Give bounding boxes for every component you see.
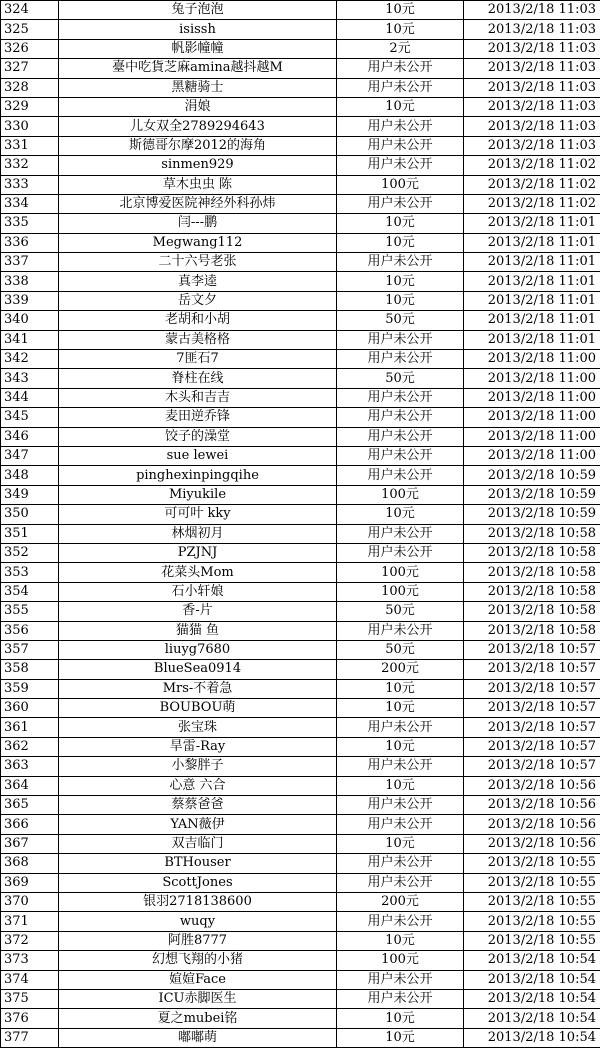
table-body — [1, 1, 600, 1048]
donation-time: 2013/2/18 10:58 — [464, 621, 600, 640]
donation-amount: 用户未公开 — [337, 388, 464, 407]
donor-name: 蔡蔡爸爸 — [59, 796, 337, 815]
row-number: 326 — [1, 39, 59, 58]
donation-amount: 用户未公开 — [337, 156, 464, 175]
row-number: 331 — [1, 136, 59, 155]
donation-time: 2013/2/18 11:01 — [464, 214, 600, 233]
donation-amount: 10元 — [337, 1009, 464, 1028]
row-number: 356 — [1, 621, 59, 640]
row-number: 338 — [1, 272, 59, 291]
donation-time: 2013/2/18 10:58 — [464, 563, 600, 582]
donation-amount: 10元 — [337, 931, 464, 950]
donor-name: 林烟初月 — [59, 524, 337, 543]
donation-amount: 10元 — [337, 214, 464, 233]
donation-amount: 10元 — [337, 834, 464, 853]
donation-time: 2013/2/18 10:58 — [464, 543, 600, 562]
table-row — [1, 20, 600, 39]
donation-amount: 用户未公开 — [337, 970, 464, 989]
donor-name: PZJNJ — [59, 543, 337, 562]
table-row — [1, 854, 600, 873]
row-number: 352 — [1, 543, 59, 562]
table-row — [1, 427, 600, 446]
table-row — [1, 156, 600, 175]
donor-name: 花菜头Mom — [59, 563, 337, 582]
donation-amount: 用户未公开 — [337, 854, 464, 873]
row-number: 336 — [1, 233, 59, 252]
donation-time: 2013/2/18 11:03 — [464, 97, 600, 116]
donation-amount: 10元 — [337, 505, 464, 524]
table-row — [1, 796, 600, 815]
row-number: 361 — [1, 718, 59, 737]
row-number: 371 — [1, 912, 59, 931]
donor-name: 兔子泡泡 — [59, 1, 337, 20]
row-number: 343 — [1, 369, 59, 388]
row-number: 344 — [1, 388, 59, 407]
table-row — [1, 699, 600, 718]
donation-time: 2013/2/18 10:54 — [464, 1028, 600, 1047]
table-row — [1, 621, 600, 640]
donor-name: 心意 六合 — [59, 776, 337, 795]
donation-time: 2013/2/18 11:01 — [464, 233, 600, 252]
donor-name: 小黎胖子 — [59, 757, 337, 776]
donation-time: 2013/2/18 10:59 — [464, 505, 600, 524]
donation-time: 2013/2/18 11:03 — [464, 20, 600, 39]
donor-name: 银羽2718138600 — [59, 892, 337, 911]
row-number: 353 — [1, 563, 59, 582]
donation-amount: 10元 — [337, 776, 464, 795]
row-number: 329 — [1, 97, 59, 116]
donation-amount: 用户未公开 — [337, 59, 464, 78]
table-row — [1, 1028, 600, 1047]
donor-name: 麦田逆乔锋 — [59, 408, 337, 427]
table-row — [1, 97, 600, 116]
donation-time: 2013/2/18 11:00 — [464, 350, 600, 369]
row-number: 350 — [1, 505, 59, 524]
row-number: 354 — [1, 582, 59, 601]
donation-amount: 200元 — [337, 892, 464, 911]
donation-time: 2013/2/18 10:55 — [464, 912, 600, 931]
donation-time: 2013/2/18 11:01 — [464, 311, 600, 330]
donation-amount: 用户未公开 — [337, 524, 464, 543]
table-row — [1, 892, 600, 911]
donor-name: 蒙古美格格 — [59, 330, 337, 349]
donation-amount: 100元 — [337, 951, 464, 970]
donation-time: 2013/2/18 11:02 — [464, 156, 600, 175]
table-row — [1, 272, 600, 291]
donation-time: 2013/2/18 11:00 — [464, 408, 600, 427]
donation-amount: 用户未公开 — [337, 78, 464, 97]
donor-name: 石小轩娘 — [59, 582, 337, 601]
table-row — [1, 291, 600, 310]
donation-time: 2013/2/18 11:00 — [464, 427, 600, 446]
donation-time: 2013/2/18 10:57 — [464, 660, 600, 679]
donor-name: 猫猫 鱼 — [59, 621, 337, 640]
donation-amount: 用户未公开 — [337, 253, 464, 272]
row-number: 355 — [1, 602, 59, 621]
donation-time: 2013/2/18 10:57 — [464, 718, 600, 737]
donor-name: 饺子的澡堂 — [59, 427, 337, 446]
donation-time: 2013/2/18 11:01 — [464, 330, 600, 349]
donation-amount: 10元 — [337, 233, 464, 252]
donation-amount: 10元 — [337, 1028, 464, 1047]
table-row — [1, 446, 600, 465]
donation-amount: 用户未公开 — [337, 427, 464, 446]
donation-amount: 200元 — [337, 660, 464, 679]
table-row — [1, 311, 600, 330]
table-row — [1, 1, 600, 20]
donor-name: BlueSea0914 — [59, 660, 337, 679]
table-row — [1, 834, 600, 853]
row-number: 335 — [1, 214, 59, 233]
donor-name: 木头和吉吉 — [59, 388, 337, 407]
row-number: 368 — [1, 854, 59, 873]
donor-name: liuyg7680 — [59, 640, 337, 659]
donor-name: 香-片 — [59, 602, 337, 621]
table-row — [1, 582, 600, 601]
donor-name: 幻想飞翔的小猪 — [59, 951, 337, 970]
donor-name: BOUBOU萌 — [59, 699, 337, 718]
donation-time: 2013/2/18 11:03 — [464, 1, 600, 20]
donation-time: 2013/2/18 10:58 — [464, 582, 600, 601]
donation-time: 2013/2/18 10:57 — [464, 679, 600, 698]
row-number: 333 — [1, 175, 59, 194]
donation-amount: 用户未公开 — [337, 117, 464, 136]
donation-amount: 50元 — [337, 369, 464, 388]
donation-time: 2013/2/18 10:55 — [464, 931, 600, 950]
table-row — [1, 776, 600, 795]
donor-name: 媗媗Face — [59, 970, 337, 989]
table-row — [1, 233, 600, 252]
donor-name: 二十六号老张 — [59, 253, 337, 272]
donation-amount: 用户未公开 — [337, 989, 464, 1008]
donation-time: 2013/2/18 10:57 — [464, 737, 600, 756]
row-number: 334 — [1, 194, 59, 213]
donation-amount: 用户未公开 — [337, 466, 464, 485]
donor-name: 儿女双全2789294643 — [59, 117, 337, 136]
table-row — [1, 505, 600, 524]
donation-time: 2013/2/18 10:58 — [464, 602, 600, 621]
donation-amount: 10元 — [337, 1, 464, 20]
table-row — [1, 59, 600, 78]
row-number: 359 — [1, 679, 59, 698]
table-row — [1, 757, 600, 776]
table-row — [1, 563, 600, 582]
donation-amount: 100元 — [337, 563, 464, 582]
donation-amount: 用户未公开 — [337, 757, 464, 776]
donation-amount: 10元 — [337, 20, 464, 39]
table-row — [1, 640, 600, 659]
row-number: 348 — [1, 466, 59, 485]
table-row — [1, 524, 600, 543]
donation-amount: 100元 — [337, 485, 464, 504]
row-number: 375 — [1, 989, 59, 1008]
row-number: 369 — [1, 873, 59, 892]
row-number: 366 — [1, 815, 59, 834]
donor-name: 7匪石7 — [59, 350, 337, 369]
donor-name: 臺中吃貨芝麻amina越抖越M — [59, 59, 337, 78]
donation-time: 2013/2/18 10:56 — [464, 776, 600, 795]
donation-amount: 用户未公开 — [337, 815, 464, 834]
row-number: 340 — [1, 311, 59, 330]
donation-amount: 用户未公开 — [337, 194, 464, 213]
donation-time: 2013/2/18 10:55 — [464, 873, 600, 892]
donation-time: 2013/2/18 10:57 — [464, 699, 600, 718]
donation-time: 2013/2/18 10:54 — [464, 970, 600, 989]
row-number: 365 — [1, 796, 59, 815]
table-row — [1, 466, 600, 485]
donor-name: 旱雷-Ray — [59, 737, 337, 756]
donor-name: Megwang112 — [59, 233, 337, 252]
donation-time: 2013/2/18 10:57 — [464, 640, 600, 659]
row-number: 377 — [1, 1028, 59, 1047]
table-row — [1, 970, 600, 989]
row-number: 373 — [1, 951, 59, 970]
row-number: 332 — [1, 156, 59, 175]
row-number: 324 — [1, 1, 59, 20]
donor-name: 涓娘 — [59, 97, 337, 116]
table-row — [1, 912, 600, 931]
donor-name: wuqy — [59, 912, 337, 931]
donor-name: pinghexinpingqihe — [59, 466, 337, 485]
donation-time: 2013/2/18 11:00 — [464, 446, 600, 465]
donor-name: 嘟嘟萌 — [59, 1028, 337, 1047]
table-row — [1, 737, 600, 756]
row-number: 363 — [1, 757, 59, 776]
donation-time: 2013/2/18 10:55 — [464, 892, 600, 911]
donation-time: 2013/2/18 11:00 — [464, 369, 600, 388]
row-number: 362 — [1, 737, 59, 756]
table-row — [1, 388, 600, 407]
donation-amount: 用户未公开 — [337, 350, 464, 369]
donation-amount: 用户未公开 — [337, 446, 464, 465]
row-number: 342 — [1, 350, 59, 369]
table-row — [1, 117, 600, 136]
donation-time: 2013/2/18 11:03 — [464, 59, 600, 78]
donation-amount: 用户未公开 — [337, 912, 464, 931]
donor-name: sinmen929 — [59, 156, 337, 175]
row-number: 327 — [1, 59, 59, 78]
donation-time: 2013/2/18 10:54 — [464, 989, 600, 1008]
donor-name: 真李逵 — [59, 272, 337, 291]
donor-name: 岳文夕 — [59, 291, 337, 310]
donation-time: 2013/2/18 10:55 — [464, 854, 600, 873]
table-row — [1, 175, 600, 194]
donation-time: 2013/2/18 10:57 — [464, 757, 600, 776]
donor-name: 黑糖骑士 — [59, 78, 337, 97]
donor-name: 夏之mubei铭 — [59, 1009, 337, 1028]
row-number: 339 — [1, 291, 59, 310]
donation-amount: 用户未公开 — [337, 408, 464, 427]
table-row — [1, 815, 600, 834]
donor-name: Mrs-不着急 — [59, 679, 337, 698]
donor-name: 脊柱在线 — [59, 369, 337, 388]
donation-amount: 用户未公开 — [337, 136, 464, 155]
donation-time: 2013/2/18 11:03 — [464, 136, 600, 155]
row-number: 328 — [1, 78, 59, 97]
donation-time: 2013/2/18 11:02 — [464, 194, 600, 213]
donor-name: 帆影幢幢 — [59, 39, 337, 58]
table-row — [1, 602, 600, 621]
donation-time: 2013/2/18 11:03 — [464, 117, 600, 136]
row-number: 349 — [1, 485, 59, 504]
table-row — [1, 543, 600, 562]
table-row — [1, 931, 600, 950]
row-number: 341 — [1, 330, 59, 349]
table-row — [1, 989, 600, 1008]
donor-name: ScottJones — [59, 873, 337, 892]
donation-amount: 2元 — [337, 39, 464, 58]
donation-amount: 50元 — [337, 311, 464, 330]
donor-name: 张宝珠 — [59, 718, 337, 737]
donation-amount: 10元 — [337, 737, 464, 756]
table-row — [1, 369, 600, 388]
table-row — [1, 214, 600, 233]
donation-time: 2013/2/18 11:02 — [464, 175, 600, 194]
donation-amount: 用户未公开 — [337, 718, 464, 737]
donor-name: 草木虫虫 陈 — [59, 175, 337, 194]
donation-time: 2013/2/18 11:01 — [464, 291, 600, 310]
donation-time: 2013/2/18 10:59 — [464, 466, 600, 485]
donation-time: 2013/2/18 11:01 — [464, 253, 600, 272]
donation-time: 2013/2/18 10:54 — [464, 1009, 600, 1028]
row-number: 370 — [1, 892, 59, 911]
row-number: 337 — [1, 253, 59, 272]
row-number: 325 — [1, 20, 59, 39]
table-row — [1, 39, 600, 58]
table-row — [1, 485, 600, 504]
table-row — [1, 951, 600, 970]
donation-amount: 用户未公开 — [337, 543, 464, 562]
donor-name: isissh — [59, 20, 337, 39]
table-row — [1, 78, 600, 97]
donor-name: 双吉临门 — [59, 834, 337, 853]
table-row — [1, 873, 600, 892]
donation-amount: 100元 — [337, 175, 464, 194]
donation-time: 2013/2/18 10:58 — [464, 524, 600, 543]
table-row — [1, 253, 600, 272]
donation-amount: 用户未公开 — [337, 621, 464, 640]
table-row — [1, 718, 600, 737]
donor-name: 斯德哥尔摩2012的海角 — [59, 136, 337, 155]
donor-name: 阿胜8777 — [59, 931, 337, 950]
donor-name: BTHouser — [59, 854, 337, 873]
donation-time: 2013/2/18 11:00 — [464, 388, 600, 407]
donation-time: 2013/2/18 11:03 — [464, 39, 600, 58]
row-number: 358 — [1, 660, 59, 679]
donor-name: Miyukile — [59, 485, 337, 504]
table-row — [1, 136, 600, 155]
row-number: 345 — [1, 408, 59, 427]
donation-time: 2013/2/18 10:56 — [464, 796, 600, 815]
donation-amount: 用户未公开 — [337, 796, 464, 815]
donor-name: 老胡和小胡 — [59, 311, 337, 330]
row-number: 357 — [1, 640, 59, 659]
row-number: 346 — [1, 427, 59, 446]
table-row — [1, 1009, 600, 1028]
donation-amount: 10元 — [337, 699, 464, 718]
donation-time: 2013/2/18 10:56 — [464, 815, 600, 834]
donor-name: 闫---鹏 — [59, 214, 337, 233]
donor-name: YAN薇伊 — [59, 815, 337, 834]
table-row — [1, 408, 600, 427]
donor-name: ICU赤脚医生 — [59, 989, 337, 1008]
row-number: 364 — [1, 776, 59, 795]
donor-name: sue lewei — [59, 446, 337, 465]
table-row — [1, 679, 600, 698]
donation-amount: 用户未公开 — [337, 330, 464, 349]
row-number: 372 — [1, 931, 59, 950]
row-number: 374 — [1, 970, 59, 989]
donation-time: 2013/2/18 10:56 — [464, 834, 600, 853]
donation-amount: 100元 — [337, 582, 464, 601]
row-number: 351 — [1, 524, 59, 543]
row-number: 330 — [1, 117, 59, 136]
table-row — [1, 330, 600, 349]
donation-time: 2013/2/18 11:01 — [464, 272, 600, 291]
donation-amount: 10元 — [337, 291, 464, 310]
donation-amount: 10元 — [337, 97, 464, 116]
table-row — [1, 660, 600, 679]
row-number: 367 — [1, 834, 59, 853]
donation-amount: 用户未公开 — [337, 873, 464, 892]
row-number: 360 — [1, 699, 59, 718]
donation-time: 2013/2/18 10:54 — [464, 951, 600, 970]
row-number: 347 — [1, 446, 59, 465]
donation-amount: 50元 — [337, 640, 464, 659]
donation-amount: 10元 — [337, 272, 464, 291]
row-number: 376 — [1, 1009, 59, 1028]
donation-time: 2013/2/18 10:59 — [464, 485, 600, 504]
table-row — [1, 194, 600, 213]
donation-amount: 50元 — [337, 602, 464, 621]
donor-name: 北京博爱医院神经外科孙炜 — [59, 194, 337, 213]
donor-name: 可可叶 kky — [59, 505, 337, 524]
donation-amount: 10元 — [337, 679, 464, 698]
donation-time: 2013/2/18 11:03 — [464, 78, 600, 97]
table-row — [1, 350, 600, 369]
